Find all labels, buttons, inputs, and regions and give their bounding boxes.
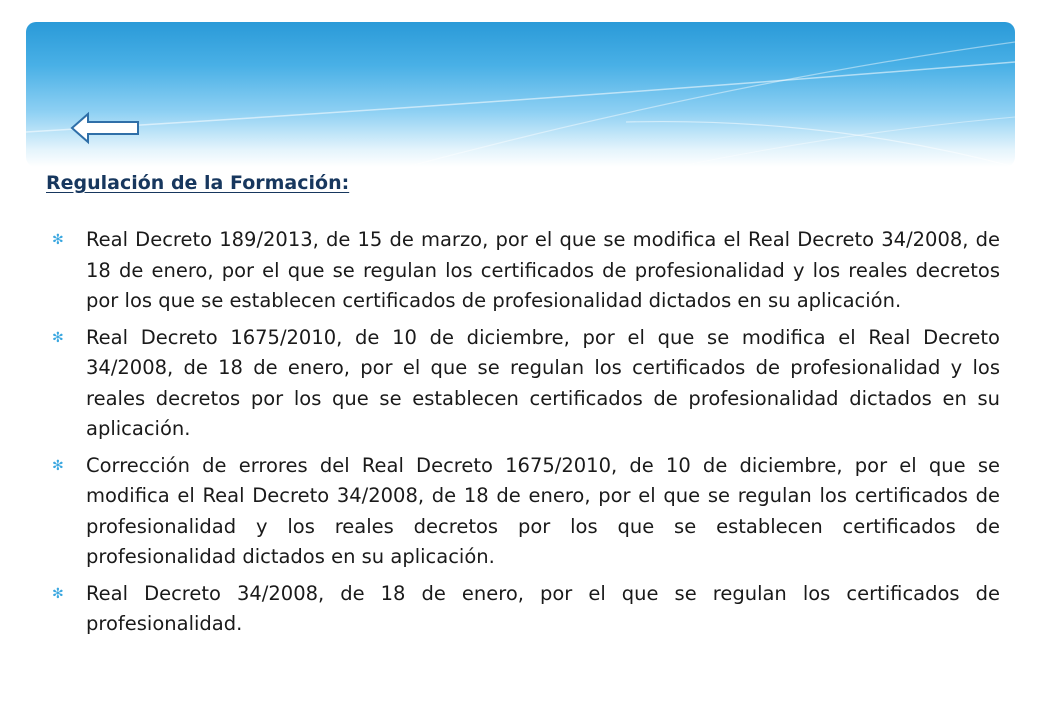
list-item [46,579,1000,640]
bullet-icon: ✻ [52,585,64,602]
list-item [46,225,1000,317]
bullet-icon: ✻ [52,232,64,248]
bullet-icon: ✻ [52,329,64,346]
left-arrow-icon[interactable] [70,110,142,146]
list-item-text: Real Decreto 189/2013, de 15 de marzo, por el que se modifica el Real Decreto 34/2008, de 18 de enero, por el que se regulan los certificados de profesionalidad y los reales decretos por los que se establecen certificados de profesionalidad dictados en su aplicación. [86,228,1000,312]
regulation-list [46,225,1000,646]
list-item [46,451,1000,573]
list-item [46,323,1000,445]
section-title: Regulación de la Formación: [46,172,350,194]
banner-wave-decoration [26,22,1015,167]
header-banner [26,22,1015,167]
bullet-icon: ✻ [52,457,64,474]
list-item-text: Corrección de errores del Real Decreto 1675/2010, de 10 de diciembre, por el que se modifica el Real Decreto 34/2008, de 18 de enero, por el que se regulan los certificados de profesionalidad y los reales decretos por los que se establecen certificados de profesionalidad dictados en su aplicación. [86,453,1000,568]
list-item-text: Real Decreto 34/2008, de 18 de enero, por el que se regulan los certificados de profesionalidad. [86,581,1000,635]
list-item-text: Real Decreto 1675/2010, de 10 de diciembre, por el que se modifica el Real Decreto 34/2008, de 18 de enero, por el que se regulan los certificados de profesionalidad y los reales decretos por los que se establecen certificados de profesionalidad dictados en su aplicación. [86,325,1000,440]
